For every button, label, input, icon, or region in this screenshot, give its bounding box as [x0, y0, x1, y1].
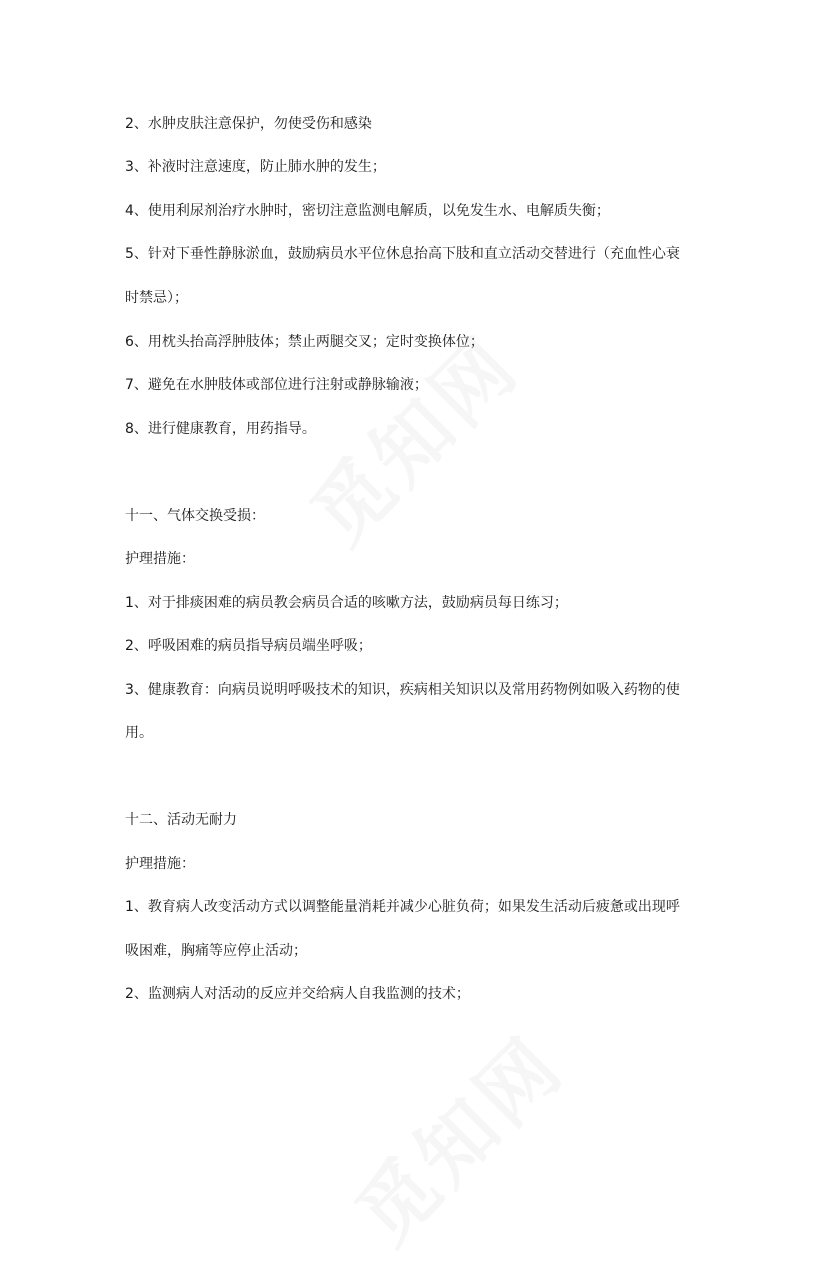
list-item: 8、进行健康教育，用药指导。 — [125, 421, 316, 437]
list-item: 2、呼吸困难的病员指导病员端坐呼吸； — [125, 638, 372, 654]
list-item: 时禁忌）； — [125, 290, 188, 306]
section-title: 十二、活动无耐力 — [125, 812, 237, 828]
list-item: 1、教育病人改变活动方式以调整能量消耗并减少心脏负荷；如果发生活动后疲惫或出现呼 — [125, 899, 680, 915]
section-subtitle: 护理措施： — [125, 551, 195, 567]
list-item: 3、健康教育：向病员说明呼吸技术的知识，疾病相关知识以及常用药物例如吸入药物的使 — [125, 682, 680, 698]
list-item: 5、针对下垂性静脉淤血，鼓励病员水平位休息抬高下肢和直立活动交替进行（充血性心衰 — [125, 246, 680, 262]
list-item: 2、水肿皮肤注意保护，勿使受伤和感染 — [125, 116, 372, 132]
list-item: 4、使用利尿剂治疗水肿时，密切注意监测电解质，以免发生水、电解质失衡； — [125, 203, 610, 219]
list-item: 用。 — [125, 725, 153, 741]
list-item: 2、监测病人对活动的反应并交给病人自我监测的技术； — [125, 986, 470, 1002]
list-item: 1、对于排痰困难的病员教会病员合适的咳嗽方法，鼓励病员每日练习； — [125, 595, 568, 611]
list-item: 吸困难，胸痛等应停止活动； — [125, 943, 307, 959]
section-title: 十一、气体交换受损： — [125, 508, 265, 524]
list-item: 7、避免在水肿肢体或部位进行注射或静脉输液； — [125, 377, 428, 393]
list-item: 6、用枕头抬高浮肿肢体；禁止两腿交叉；定时变换体位； — [125, 334, 484, 350]
list-item: 3、补液时注意速度，防止肺水肿的发生； — [125, 159, 386, 175]
watermark — [327, 1007, 584, 1264]
section-subtitle: 护理措施： — [125, 856, 195, 872]
